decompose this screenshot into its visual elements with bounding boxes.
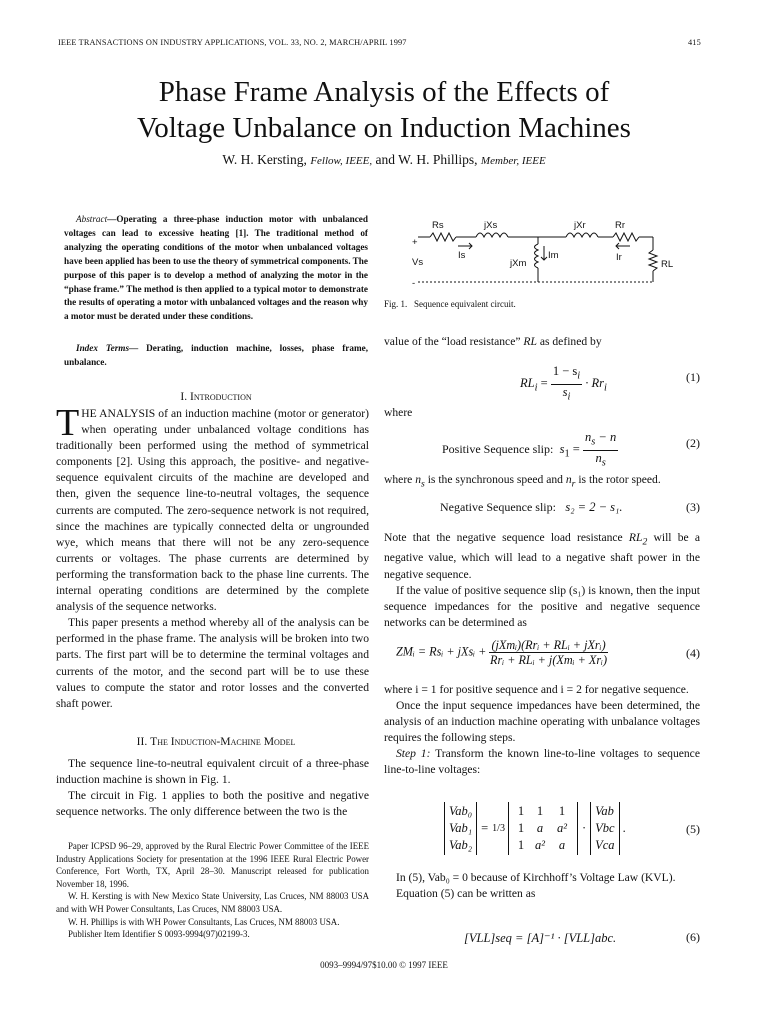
label-rr: Rr xyxy=(615,220,626,231)
label-jxs: jXs xyxy=(484,220,498,231)
speed-definition: where $n_s$ is the synchronous speed and $n_r$ is the rotor speed. xyxy=(384,473,661,490)
abstract-label: Abstract xyxy=(76,214,108,224)
section-1-paragraph-1 xyxy=(56,402,369,615)
authors xyxy=(0,152,768,168)
author-1-role: Fellow, IEEE, xyxy=(310,155,373,167)
footnote-2: W. H. Kersting is with New Mexico State University, Las Cruces, NM 88003 USA and with WH Power Consultants, Las Cruces, NM 88003 USA. xyxy=(56,891,369,914)
rl-resistor xyxy=(649,250,657,271)
eq6-number: (6) xyxy=(686,930,700,944)
step-1-text: Transform the known line-to-line voltages to sequence line-to-line voltages: xyxy=(384,747,700,777)
index-terms xyxy=(64,342,368,370)
eq5-m01: 1 xyxy=(536,804,544,818)
abstract-text: —Operating a three-phase induction motor with unbalanced voltages can lead to excessive heating [1]. The traditional method of analyzing the operating conditions of the motor when unbalanced voltages have been applied has been to use the theory of symmetrical components. The purpose of this paper is to develop a method of analyzing the motor in the “phase frame.” The method is then applied to a typical motor to demonstrate the results of operating a motor with unbalanced voltages and the reason why a motor must be derated under these conditions. xyxy=(64,214,368,322)
eq4-num: (jXmᵢ)(Rrᵢ + RLᵢ + jXrᵢ) xyxy=(491,638,606,652)
eq1-den-sub: i xyxy=(567,391,571,402)
label-rl: RL xyxy=(661,259,674,270)
section-1-p1-text: HE ANALYSIS of an induction machine (motor or generator) when operating under unbalanced voltage conditions has traditionally been performed using the method of symmetrical components [2]. Using this approach, the positive- and negative-sequence equivalent circuits of the machine are developed and then, given the sequence line-to-neutral voltages, the sequence currents are computed. The zero-sequence network is not required, since the machines are typically connected delta or ungrounded wye, which means that there will not be any zero-sequence currents or voltages. The phase currents are determined by performing the transformation back to the phase line currents. The internal operating conditions are determined by the complete analysis of the sequence networks. xyxy=(56,407,369,614)
figure-caption-number: Fig. 1. xyxy=(384,299,408,309)
eq3-label: Negative Sequence slip: xyxy=(440,500,556,514)
copyright-footer: 0093–9994/97$10.00 © 1997 IEEE xyxy=(320,960,448,970)
footnotes xyxy=(56,840,369,941)
eq1-lhs: RL xyxy=(520,375,535,390)
section-2-paragraph-2: The circuit in Fig. 1 applies to both the positive and negative sequence networks. The only difference between the two is the xyxy=(56,789,369,819)
label-jxr: jXr xyxy=(574,220,586,231)
figure-caption xyxy=(384,299,516,309)
eq5-m10: 1 xyxy=(517,821,525,835)
section-2-number: II. xyxy=(136,735,148,748)
step-1-label: Step 1: xyxy=(396,747,431,761)
eq5-m12: a² xyxy=(556,821,567,835)
where-1: where xyxy=(384,406,413,419)
eq2-num-rest: − n xyxy=(595,430,617,444)
abstract xyxy=(64,213,368,324)
equation-4 xyxy=(384,636,700,676)
eq5-rhs-0: Vab xyxy=(595,804,614,818)
figure-caption-text: Sequence equivalent circuit. xyxy=(414,299,516,309)
right-text-4 xyxy=(384,870,700,902)
section-1-heading xyxy=(64,390,368,403)
eq1-fraction xyxy=(551,364,582,404)
author-2: W. H. Phillips, xyxy=(398,152,478,167)
jxm-inductor xyxy=(535,244,539,268)
eq5-number: (5) xyxy=(686,822,700,836)
paper-title xyxy=(0,74,768,146)
index-terms-label: Index Terms xyxy=(76,343,130,353)
eq1-num-sub: i xyxy=(577,370,581,382)
eq5-matrix xyxy=(508,802,578,855)
speed-def-c: is the rotor speed. xyxy=(578,473,661,486)
impedance-intro: If the value of positive sequence slip (s₁) is known, then the input sequence impedances for the positive and negative sequence networks can be determined as xyxy=(384,583,700,629)
eq1-rhs: · Rr xyxy=(585,375,605,390)
footnote-4: Publisher Item Identifier S 0093-9994(97)02199-3. xyxy=(68,929,250,940)
eq2-den-sub: s xyxy=(601,457,606,468)
equation-5: Vab₀ Vab₁ Vab₂ = 1/3 1 1 1 1 a a² 1 a² a · Vab Vbc Vca . (5) xyxy=(384,802,700,858)
equation-1: $RL_i$ = $\frac{1 - s_i}{s_i}$ · $Rr_i$ (1) xyxy=(520,364,700,402)
label-plus: + xyxy=(412,237,418,248)
kvl-note: In (5), Vab₀ = 0 because of Kirchhoff’s Voltage Law (KVL). xyxy=(396,871,676,884)
steps-intro: Once the input sequence impedances have been determined, the analysis of an induction machine operating with unbalance voltages requires the following steps. xyxy=(384,699,700,745)
circuit-figure xyxy=(398,214,698,294)
section-1-number: I. xyxy=(180,390,188,403)
eq5-m21: a² xyxy=(534,838,545,852)
label-ir: Ir xyxy=(616,252,622,263)
eq4-den: Rrᵢ + RLᵢ + j(Xmᵢ + Xrᵢ) xyxy=(490,653,608,667)
speed-def-a: where xyxy=(384,473,413,486)
eq5-m20: 1 xyxy=(517,838,525,852)
eq4-fraction xyxy=(489,638,607,667)
label-minus: - xyxy=(412,278,416,289)
right-text-3 xyxy=(384,682,700,779)
index-definition: where i = 1 for positive sequence and i = 2 for negative sequence. xyxy=(384,683,689,696)
title-line-2: Voltage Unbalance on Induction Machines xyxy=(137,112,631,144)
index-terms-text: — Derating, induction machine, losses, phase frame, unbalance. xyxy=(64,343,369,367)
footnote-3: W. H. Phillips is with WH Power Consultants, Las Cruces, NM 88003 USA. xyxy=(68,916,340,927)
section-1-paragraph-2: This paper presents a method whereby all of the analysis can be performed in the phase frame. The analysis will be broken into two parts. The first part will be to determine the terminal voltages and currents of the motor, and the second part will be to use these values to compute the stator and rotor losses and the converted shaft power. xyxy=(56,616,369,710)
right-text-1: value of the “load resistance” RL as defined by xyxy=(384,335,602,348)
eq3-number: (3) xyxy=(686,500,700,514)
eq5-lhs-vector xyxy=(444,802,477,855)
right-text-2: Note that the negative sequence load resistance $RL_2$ will be a negative value, which will lead to a negative shaft power in the negative sequence. If the value of positive sequence slip (s₁) is known, then the input sequence impedances for the positive and negative sequence networks can be determined as xyxy=(384,530,700,631)
eq5-lhs-0: Vab₀ xyxy=(449,804,473,818)
eq5-lhs-2: Vab₂ xyxy=(449,838,473,852)
eq2-num-sub: s xyxy=(591,436,596,448)
label-is: Is xyxy=(458,250,466,261)
eq2-fraction xyxy=(583,430,618,470)
eq5-rhs-2: Vca xyxy=(595,838,615,852)
section-2-paragraph-1: The sequence line-to-neutral equivalent circuit of a three-phase induction machine is shown in Fig. 1. xyxy=(56,757,369,787)
eq2-lhs: s xyxy=(559,441,565,456)
neg-seq-note-a: Note that the negative sequence load resistance xyxy=(384,531,623,544)
author-1: W. H. Kersting, xyxy=(222,152,307,167)
equation-3 xyxy=(384,500,700,520)
equation-6 xyxy=(384,930,700,950)
label-rs: Rs xyxy=(432,220,444,231)
authors-and: and xyxy=(375,152,395,167)
load-resistance-intro: value of the “load resistance” xyxy=(384,335,521,348)
section-2-title: The Induction-Machine Model xyxy=(150,735,296,748)
speed-def-b: is the synchronous speed and xyxy=(427,473,563,486)
eq1-rhs-sub: i xyxy=(604,382,607,394)
eq5-lhs-1: Vab₁ xyxy=(449,821,473,835)
eq5-m02: 1 xyxy=(558,804,566,818)
label-jxm: jXm xyxy=(510,258,527,269)
eq5-m22: a xyxy=(558,838,566,852)
drop-cap: T xyxy=(56,402,80,444)
eq5-rewrite-intro: Equation (5) can be written as xyxy=(396,887,536,901)
section-1-body xyxy=(56,402,369,712)
footnote-1: Paper ICPSD 96–29, approved by the Rural Electric Power Committee of the IEEE Industry Applications Society for presentation at the 1996 IEEE Rural Electric Power Conference, Fort Worth, TX, April 28–30. Manuscript released for publication November 18, 1996. xyxy=(56,841,369,889)
section-1-title: Introduction xyxy=(190,390,252,403)
rs-resistor xyxy=(430,233,456,241)
label-im: Im xyxy=(548,250,559,261)
jxr-inductor xyxy=(566,233,598,237)
section-2-body xyxy=(56,756,369,820)
rr-resistor xyxy=(613,233,639,241)
running-header: IEEE TRANSACTIONS ON INDUSTRY APPLICATIONS, VOL. 33, NO. 2, MARCH/APRIL 1997 xyxy=(58,38,407,47)
eq2-number: (2) xyxy=(686,436,700,450)
eq4-lhs: ZMᵢ = Rsᵢ + jXsᵢ + xyxy=(396,644,487,659)
eq2-num: n xyxy=(584,430,592,444)
eq5-m11: a xyxy=(536,821,544,835)
eq2-den: n xyxy=(595,450,602,465)
eq5-rhs-vector xyxy=(590,802,619,855)
eq1-num: 1 − s xyxy=(552,364,578,378)
eq5-coefficient: 1/3 xyxy=(492,823,505,834)
page-number: 415 xyxy=(688,38,701,47)
eq4-number: (4) xyxy=(686,646,700,660)
author-2-role: Member, IEEE xyxy=(480,155,546,167)
eq2-label: Positive Sequence slip: xyxy=(442,441,554,456)
section-2-heading xyxy=(64,735,368,748)
load-resistance-intro-end: as defined by xyxy=(539,335,602,348)
neg-seq-note-b: will be a negative value, which will lead to a negative shaft power in the negative sequence. xyxy=(384,531,700,581)
eq2-lhs-sub: 1 xyxy=(564,448,570,460)
jxs-inductor xyxy=(476,233,508,237)
equation-2: Positive Sequence slip: $s_1$ = $\frac{n_s - n}{n_s}$ (2) xyxy=(442,430,700,468)
eq1-number: (1) xyxy=(686,370,700,384)
eq1-den: s xyxy=(562,384,568,399)
eq1-lhs-sub: i xyxy=(534,382,538,394)
eq3-expr: s₂ = 2 − s₁. xyxy=(565,500,623,514)
title-line-1: Phase Frame Analysis of the Effects of xyxy=(158,76,610,108)
eq6-expr: [VLL]seq = [A]⁻¹ · [VLL]abc. xyxy=(464,931,617,945)
eq5-m00: 1 xyxy=(517,804,525,818)
label-vs: Vs xyxy=(412,257,424,268)
eq5-rhs-1: Vbc xyxy=(595,821,615,835)
